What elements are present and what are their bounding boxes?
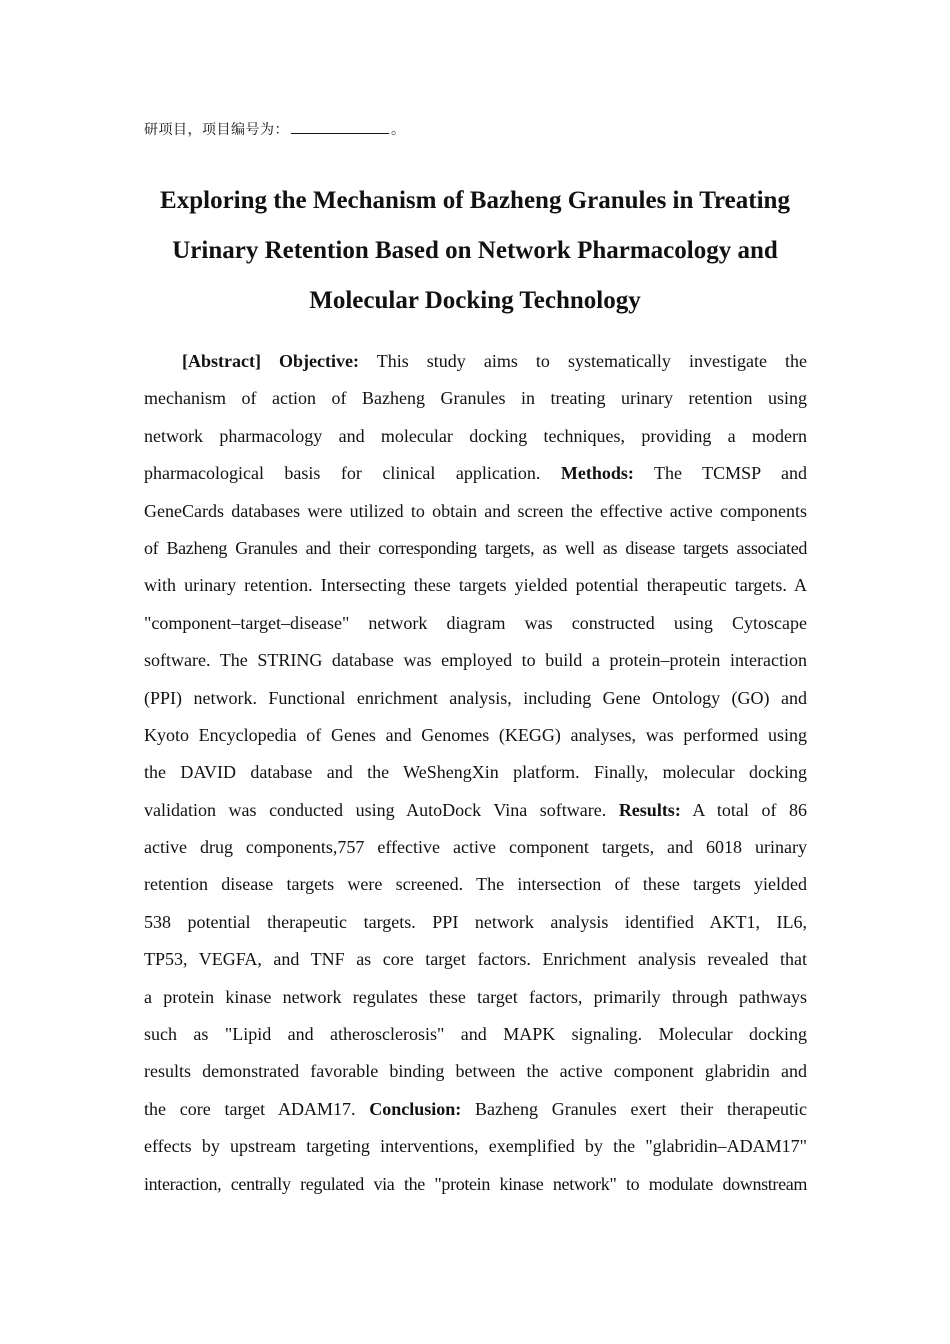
abstract-label: [Abstract] (182, 351, 261, 371)
abstract-line: "component–target–disease" network diagram was constructed using Cytoscape (144, 612, 807, 633)
carryover-line (144, 119, 406, 140)
objective-label: Objective: (279, 351, 360, 371)
abstract-line: effects by upstream targeting interventions, exemplified by the "glabridin–ADAM17" (144, 1136, 807, 1157)
abstract-line: [Abstract] Objective: This study aims to systematically investigate the (182, 351, 807, 371)
abstract-line: interaction, centrally regulated via the "protein kinase network" to modulate downstream (144, 1173, 807, 1194)
abstract-line: validation was conducted using AutoDock Vina software. Results: A total of 86 (144, 799, 807, 820)
abstract-section (144, 343, 807, 1203)
title-line-3: Molecular Docking Technology (309, 287, 641, 314)
abstract-line: (PPI) network. Functional enrichment analysis, including Gene Ontology (GO) and (144, 687, 807, 708)
abstract-line: GeneCards databases were utilized to obtain and screen the effective active components (144, 500, 807, 521)
abstract-line: network pharmacology and molecular docking techniques, providing a modern (144, 425, 807, 446)
title-line-1: Exploring the Mechanism of Bazheng Granules in Treating (160, 187, 790, 214)
carryover-end-mark: 。 (391, 122, 406, 138)
title-line-2: Urinary Retention Based on Network Pharmacology and (172, 237, 778, 264)
paper-title (120, 176, 830, 326)
abstract-line: active drug components,757 effective active component targets, and 6018 urinary (144, 837, 807, 858)
methods-label: Methods: (560, 463, 634, 484)
abstract-line: software. The STRING database was employed to build a protein–protein interaction (144, 650, 807, 671)
conclusion-label: Conclusion: (369, 1098, 462, 1119)
abstract-line: pharmacological basis for clinical application. Methods: The TCMSP and (144, 463, 807, 484)
abstract-line: results demonstrated favorable binding between the active component glabridin and (144, 1061, 807, 1082)
carryover-text: 研项目，项目编号为： (144, 122, 289, 138)
abstract-line: 538 potential therapeutic targets. PPI network analysis identified AKT1, IL6, (144, 911, 807, 932)
abstract-line: the DAVID database and the WeShengXin platform. Finally, molecular docking (144, 762, 807, 783)
abstract-line: a protein kinase network regulates these target factors, primarily through pathways (144, 986, 807, 1007)
results-label: Results: (618, 799, 681, 820)
project-number-blank (291, 119, 389, 134)
abstract-line: with urinary retention. Intersecting these targets yielded potential therapeutic targets. A (144, 575, 807, 596)
abstract-line: retention disease targets were screened. The intersection of these targets yielded (144, 874, 807, 895)
abstract-line: Kyoto Encyclopedia of Genes and Genomes (KEGG) analyses, was performed using (144, 724, 807, 745)
abstract-line: the core target ADAM17. Conclusion: Bazheng Granules exert their therapeutic (144, 1098, 808, 1119)
abstract-line: mechanism of action of Bazheng Granules in treating urinary retention using (144, 388, 807, 409)
abstract-line: TP53, VEGFA, and TNF as core target factors. Enrichment analysis revealed that (144, 949, 807, 970)
abstract-line: of Bazheng Granules and their corresponding targets, as well as disease targets associated (144, 537, 807, 558)
abstract-line: such as "Lipid and atherosclerosis" and MAPK signaling. Molecular docking (144, 1024, 807, 1045)
